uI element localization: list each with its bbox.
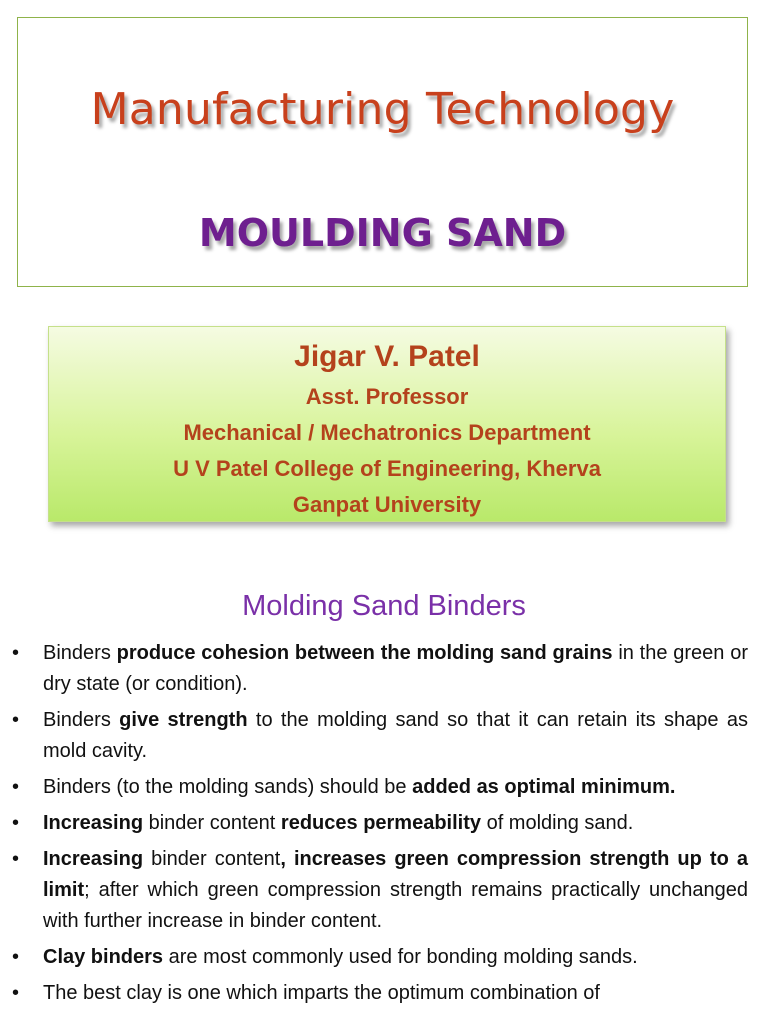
bullet-text: binder content: [143, 812, 281, 834]
bullet-dot-icon: •: [12, 982, 20, 1004]
bullet-text: binder content: [143, 848, 281, 870]
bullet-item: [0, 844, 768, 937]
bullet-text-bold: produce cohesion between the molding sand grains: [116, 642, 613, 664]
bullet-item: [0, 638, 768, 700]
bullet-text: Binders: [43, 709, 120, 731]
author-name: Jigar V. Patel: [294, 340, 480, 373]
bullet-text-bold: Clay binders: [43, 946, 164, 968]
author-designation: Asst. Professor: [305, 384, 469, 409]
bullet-text: The best clay is one which imparts the optimum combination of: [43, 982, 600, 1004]
bullet-text-bold: added as optimal minimum.: [412, 776, 676, 798]
bullet-item: [0, 808, 768, 839]
course-title: Manufacturing Technology: [90, 84, 675, 135]
topic-subtitle: MOULDING SAND: [198, 211, 567, 255]
author-info-box: [48, 326, 726, 522]
bullet-item: [0, 705, 768, 767]
bullet-item: [0, 942, 768, 973]
author-college: U V Patel College of Engineering, Kherva: [173, 456, 601, 481]
section-title: Molding Sand Binders: [242, 590, 526, 622]
bullet-item: [0, 978, 768, 1009]
author-department: Mechanical / Mechatronics Department: [183, 420, 591, 445]
bullet-text-bold: Increasing: [43, 848, 144, 870]
bullet-text: Binders (to the molding sands) should be: [43, 776, 413, 798]
bullet-dot-icon: •: [12, 812, 20, 834]
bullet-text-bold: , increases green compression strength up to a limit: [43, 848, 748, 901]
bullet-text: in the green or dry state (or condition).: [43, 642, 748, 695]
bullet-text: ; after which green compression strength remains practically unchanged with further increase in binder content.: [43, 879, 748, 932]
bullet-text: of molding sand.: [481, 812, 634, 834]
bullet-text-bold: reduces permeability: [280, 812, 482, 834]
author-university: Ganpat University: [292, 492, 482, 517]
bullet-dot-icon: •: [12, 848, 20, 870]
bullet-text: are most commonly used for bonding molding sands.: [163, 946, 638, 968]
bullet-dot-icon: •: [12, 776, 20, 798]
bullet-dot-icon: •: [12, 946, 20, 968]
bullet-item: [0, 772, 768, 803]
bullet-text: to the molding sand so that it can retain its shape as mold cavity.: [43, 709, 748, 762]
bullet-dot-icon: •: [12, 709, 20, 731]
bullet-list: [0, 638, 768, 1014]
bullet-text-bold: Increasing: [43, 812, 144, 834]
bullet-dot-icon: •: [12, 642, 20, 664]
bullet-text: Binders: [43, 642, 117, 664]
bullet-text-bold: give strength: [119, 709, 248, 731]
title-slide: [17, 17, 748, 287]
